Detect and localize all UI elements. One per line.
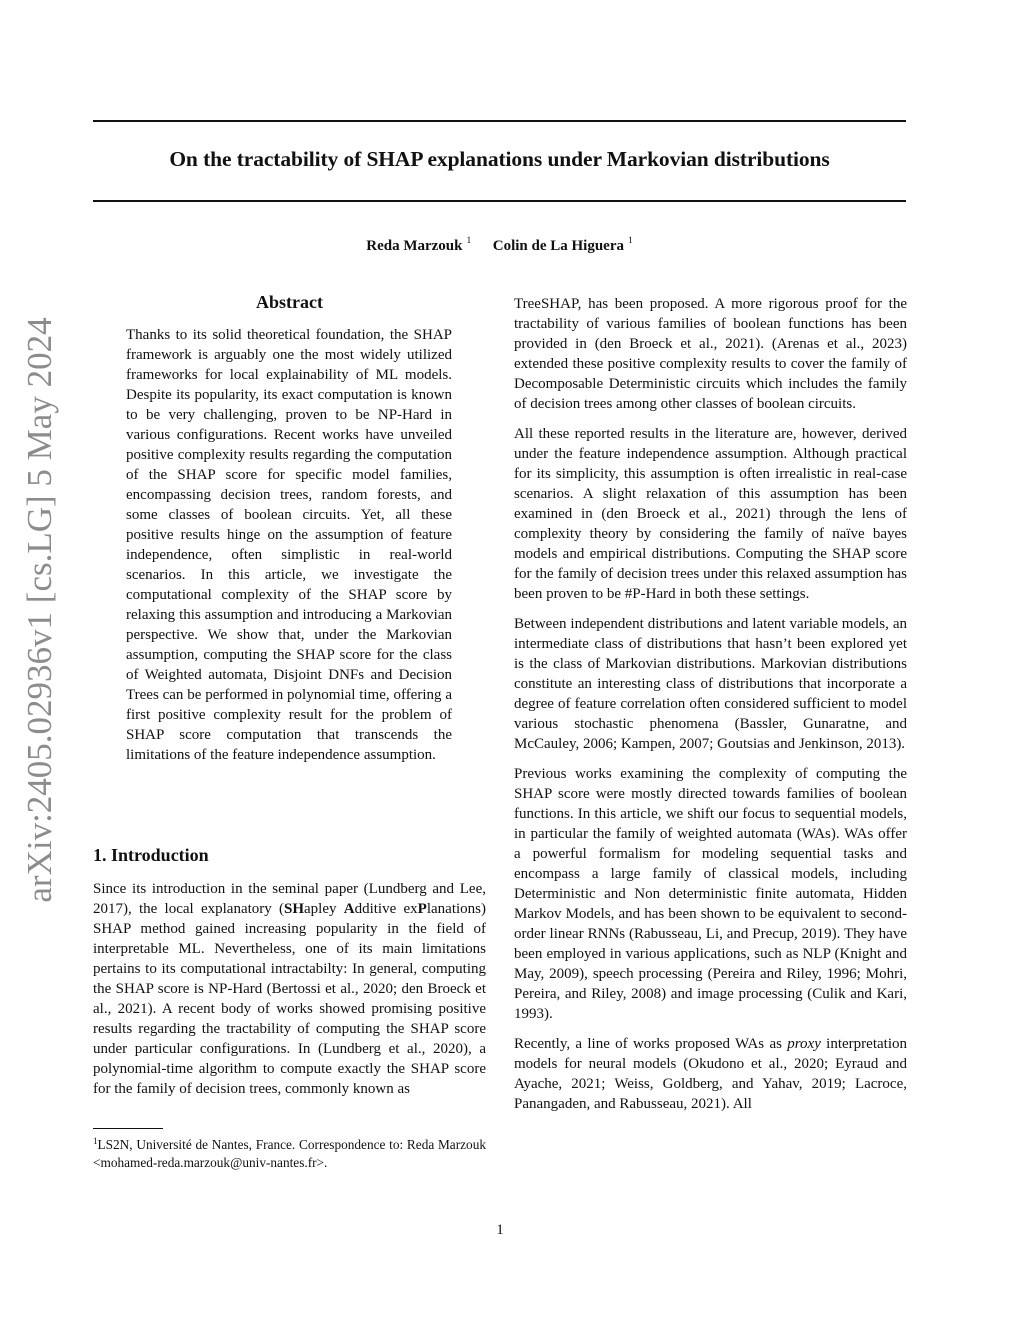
paper-title: On the tractability of SHAP explanations under Markovian distributions <box>169 147 830 171</box>
paragraph: Between independent distributions and latent variable models, an intermediate class of distributions that hasn’t been explored yet is the class of Markovian distributions. Markovian distributions constitute an interesting class of distributions that incorporate a degree of feature correlation often considered sufficient to model various stochastic phenomena (Bassler, Gunaratne, and McCauley, 2006; Kampen, 2007; Goutsias and Jenkinson, 2013). <box>514 616 907 752</box>
paragraph-text: interpretation models for neural models (Okudono et al., 2020; Eyraud and Ayache, 2021; Weiss, Goldberg, and Yahav, 2019; Lacroce, Panangaden, and Rabusseau, 2021). All <box>514 1036 907 1112</box>
intro-bold-p: P <box>417 901 427 917</box>
intro-text: dditive ex <box>354 901 418 917</box>
paragraph <box>514 1034 907 1114</box>
paragraph-text: Recently, a line of works proposed WAs as <box>514 1036 788 1052</box>
intro-text: lanations) SHAP method gained increasing popularity in the field of interpretable ML. Nevertheless, one of its main limitations pertains to its computational intractabilty: In general, computing the SHAP score is NP-Hard (Bertossi et al., 2020; den Broeck et al., 2021). A recent body of works showed promising positive results regarding the tractability of computing the SHAP score under particular configurations. In (Lundberg et al., 2020), a polynomial-time algorithm to compute exactly the SHAP score for the family of decision trees, commonly known as <box>93 901 486 1097</box>
author-name: Colin de La Higuera <box>492 238 624 254</box>
footnote-rule <box>93 1128 163 1129</box>
paragraph: Previous works examining the complexity of computing the SHAP score were mostly directed towards families of boolean functions. In this article, we shift our focus to sequential models, in particular the family of weighted automata (WAs). WAs offer a powerful formalism for modeling sequential tasks and encompass a large family of classical models, including Deterministic and Non deterministic finite automata, Hidden Markov Models, and has been shown to be equivalent to second-order linear RNNs (Rabusseau, Li, and Precup, 2019). They have been employed in various applications, such as NLP (Knight and May, 2009), speech processing (Pereira and Riley, 1996; Mohri, Pereira, and Riley, 2008) and image processing (Culik and Kari, 1993). <box>514 766 907 1022</box>
footnote <box>93 1132 486 1172</box>
paragraph: TreeSHAP, has been proposed. A more rigorous proof for the tractability of various families of boolean functions has been provided in (den Broeck et al., 2021). (Arenas et al., 2023) extended these positive complexity results to cover the family of Decomposable Deterministic circuits which includes the family of decision trees among other classes of boolean circuits. <box>514 296 907 412</box>
abstract-heading: Abstract <box>256 292 323 312</box>
section-heading-introduction: 1. Introduction <box>93 845 209 865</box>
title-rule-top <box>93 120 906 122</box>
italic-proxy: proxy <box>787 1036 821 1052</box>
affiliation-mark: 1 <box>466 236 472 246</box>
abstract-text: Thanks to its solid theoretical foundation, the SHAP framework is arguably one the most widely utilized frameworks for local explainability of ML models. Despite its popularity, its exact computation is known to be very challenging, proven to be NP-Hard in various configurations. Recent works have unveiled positive complexity results regarding the computation of the SHAP score for specific model families, encompassing decision trees, random forests, and some classes of boolean circuits. Yet, all these positive results hinge on the assumption of feature independence, often simplistic in real-world scenarios. In this article, we investigate the computational complexity of the SHAP score by relaxing this assumption and introducing a Markovian perspective. We show that, under the Markovian assumption, computing the SHAP score for the class of Weighted automata, Disjoint DNFs and Decision Trees can be performed in polynomial time, offering a first positive complexity result for the problem of SHAP score computation that transcends the limitations of the feature independence assumption. <box>126 327 452 763</box>
affiliation-mark: 1 <box>628 236 633 246</box>
page-number: 1 <box>496 1222 504 1238</box>
right-column <box>514 294 907 1124</box>
author-name: Reda Marzouk <box>366 238 463 254</box>
intro-bold-a: A <box>343 901 355 917</box>
intro-bold-sh: SH <box>284 901 305 917</box>
footnote-mark: 1 <box>93 1136 98 1146</box>
introduction-paragraph <box>93 879 486 1099</box>
title-rule-bottom <box>93 200 906 202</box>
intro-text: Since its introduction in the seminal paper (Lundberg and Lee, 2017), the local explanatory ( <box>93 881 486 917</box>
intro-text: apley <box>304 901 344 917</box>
arxiv-identifier: arXiv:2405.02936v1 [cs.LG] 5 May 2024 <box>20 317 59 903</box>
paragraph: All these reported results in the literature are, however, derived under the feature independence assumption. Although practical for its simplicity, this assumption is often irrealistic in real-case scenarios. A slight relaxation of this assumption has been examined in (den Broeck et al., 2021) through the lens of complexity theory by considering the family of naïve bayes models and empirical distributions. Computing the SHAP score for the family of decision trees under this relaxed assumption has been proven to be #P-Hard in both these settings. <box>514 426 907 602</box>
footnote-text: LS2N, Université de Nantes, France. Correspondence to: Reda Marzouk <mohamed-reda.marzouk@univ-nantes.fr>. <box>93 1137 486 1170</box>
author-list <box>93 236 906 255</box>
